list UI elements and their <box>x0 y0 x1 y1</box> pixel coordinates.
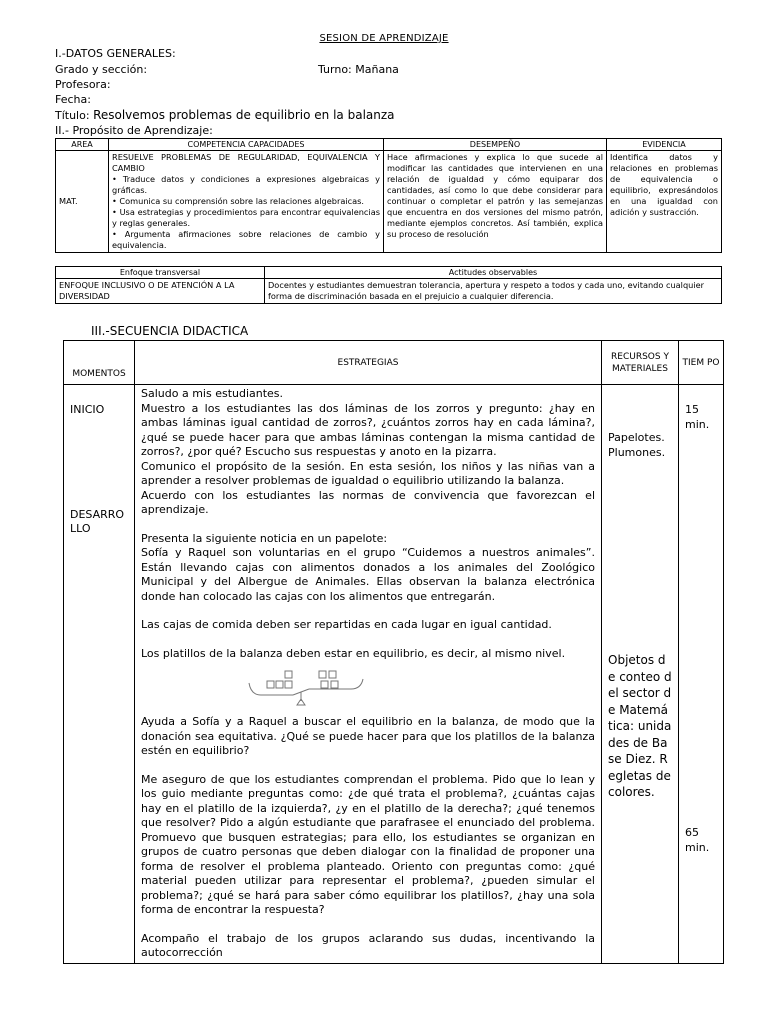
desarrollo-para: Me aseguro de que los estudiantes comprendan el problema. Pido que lo lean y los guio mediante preguntas como: ¿de qué trata el problema?, ¿cuántas cajas hay en el platillo de la izquierda?, ¿y en el platillo de la derecha?; ¿qué tenemos que resolver? Pido a algún estudiante que parafrasee el enunciado del problema. Promuevo que busquen estrategias; para ello, los estudiantes se organizan en grupos de cuatro personas que deben dialogar con la finalidad de proponer una forma de resolver el problema planteado. Oriento con preguntas como: ¿qué material pueden utilizar para representar el problema?, ¿pueden simular el problema?; ¿qué se hará para saber cómo equilibrar los platillos?, ¿hay una sola forma de encontrar la respuesta? <box>141 772 595 916</box>
session-title <box>55 108 395 122</box>
header-evidencia: EVIDENCIA <box>607 139 722 151</box>
document-title: SESION DE APRENDIZAJE <box>319 33 449 44</box>
enfoque-cell: ENFOQUE INCLUSIVO O DE ATENCIÓN A LA DIVERSIDAD <box>56 279 265 304</box>
balance-illustration <box>141 661 595 715</box>
balance-scale-icon <box>247 667 367 715</box>
header-actitudes: Actitudes observables <box>265 267 722 279</box>
desarrollo-para: Acompaño el trabajo de los grupos aclarando sus dudas, incentivando la autocorrección <box>141 931 595 959</box>
inicio-line: Muestro a los estudiantes las dos láminas de los zorros y pregunto: ¿hay en ambas láminas igual cantidad de zorros?, ¿cuántos zorros hay en cada lámina?, ¿qué se puede hacer para que ambas láminas contengan la misma cantidad de zorros?, ¿por qué? Escucho sus respuestas y anoto en la pizarra. <box>141 401 595 458</box>
moment-inicio: INICIO <box>70 403 105 416</box>
purpose-table <box>55 138 722 253</box>
header-area: AREA <box>56 139 109 151</box>
actitudes-cell: Docentes y estudiantes demuestran tolerancia, apertura y respeto a todos y cada uno, evitando cualquier forma de discriminación basada en el prejuicio a cualquier diferencia. <box>265 279 722 304</box>
purpose-heading: II.- Propósito de Aprendizaje: <box>55 124 213 137</box>
sequence-table <box>63 340 724 964</box>
capacidad-item: • Comunica su comprensión sobre las relaciones algebraicas. <box>112 196 365 206</box>
desarrollo-para: Presenta la siguiente noticia en un papelote: <box>141 531 388 545</box>
header-momentos: MOMENTOS <box>64 341 135 385</box>
competencia-cell <box>109 151 384 253</box>
header-tiempo: TIEM PO <box>679 341 724 385</box>
area-cell: MAT. <box>56 151 109 253</box>
session-title-value: Resolvemos problemas de equilibrio en la balanza <box>93 108 395 122</box>
inicio-line: Comunico el propósito de la sesión. En esta sesión, los niños y las niñas van a aprender a resolver problemas de igualdad o equilibrio utilizando la balanza. <box>141 459 595 487</box>
time-cell <box>679 385 724 964</box>
grade-section-label: Grado y sección: <box>55 63 148 76</box>
header-enfoque: Enfoque transversal <box>56 267 265 279</box>
desarrollo-para: Ayuda a Sofía y a Raquel a buscar el equilibrio en la balanza, de modo que la donación sea equitativa. ¿Qué se puede hacer para que los platillos de la balanza estén en equilibrio? <box>141 715 595 757</box>
teacher-label: Profesora: <box>55 78 111 91</box>
approach-table <box>55 266 722 304</box>
header-recursos: RECURSOS Y MATERIALES <box>602 341 679 385</box>
shift-label: Turno: Mañana <box>318 63 399 76</box>
capacidad-item: • Traduce datos y condiciones a expresiones algebraicas y gráficas. <box>112 174 380 195</box>
evidencia-cell: Identifica datos y relaciones en problemas de equivalencia o equilibrio, expresándolos en una igualdad con adición y sustracción. <box>607 151 722 253</box>
desarrollo-para: Los platillos de la balanza deben estar en equilibrio, es decir, al mismo nivel. <box>141 646 566 660</box>
general-data-heading: I.-DATOS GENERALES: <box>55 47 176 60</box>
session-title-label: Título: <box>55 109 90 122</box>
desarrollo-para: Sofía y Raquel son voluntarias en el grupo “Cuidemos a nuestros animales”. Están llevando cajas con alimentos donados a los animales del Zoológico Municipal y del Albergue de Animales. Ellas observan la balanza electrónica donde han colocado las cajas con los alimentos que entregarán. <box>141 546 595 603</box>
resources-inicio: Papelotes. Plumones. <box>608 431 666 459</box>
capacidad-item: • Argumenta afirmaciones sobre relaciones de cambio y equivalencia. <box>112 229 380 250</box>
capacidad-item: • Usa estrategias y procedimientos para encontrar equivalencias y reglas generales. <box>112 207 380 228</box>
resources-cell <box>602 385 679 964</box>
desarrollo-block <box>141 532 595 961</box>
moments-cell <box>64 385 135 964</box>
sequence-heading: III.-SECUENCIA DIDACTICA <box>91 324 249 338</box>
desarrollo-para: Las cajas de comida deben ser repartidas en cada lugar en igual cantidad. <box>141 618 552 631</box>
desempeno-cell: Hace afirmaciones y explica lo que sucede al modificar las cantidades que intervienen en una relación de igualdad y cómo equiparar dos cantidades, así como lo que debe considerar para continuar o completar el patrón y las semejanzas que encuentra en dos versiones del mismo patrón, mediante ejemplos concretos. Así también, explica su proceso de resolución <box>384 151 607 253</box>
time-desarrollo: 65 min. <box>685 826 710 854</box>
moment-desarrollo: DESARROLLO <box>70 507 125 535</box>
strategies-cell <box>135 385 602 964</box>
header-estrategias: ESTRATEGIAS <box>135 341 602 385</box>
competencia-text: RESUELVE PROBLEMAS DE REGULARIDAD, EQUIVALENCIA Y CAMBIO <box>112 152 380 173</box>
time-inicio: 15 min. <box>685 403 710 431</box>
inicio-line: Saludo a mis estudiantes. <box>141 387 284 400</box>
resources-desarrollo: Objetos de conteo del sector de Matemática: unidades de Base Diez. Regletas de colores. <box>608 653 672 799</box>
date-label: Fecha: <box>55 93 91 106</box>
inicio-line: Acuerdo con los estudiantes las normas de convivencia que favorezcan el aprendizaje. <box>141 488 595 516</box>
header-desempeno: DESEMPEÑO <box>384 139 607 151</box>
header-competencia: COMPETENCIA CAPACIDADES <box>109 139 384 151</box>
inicio-block <box>141 387 595 518</box>
